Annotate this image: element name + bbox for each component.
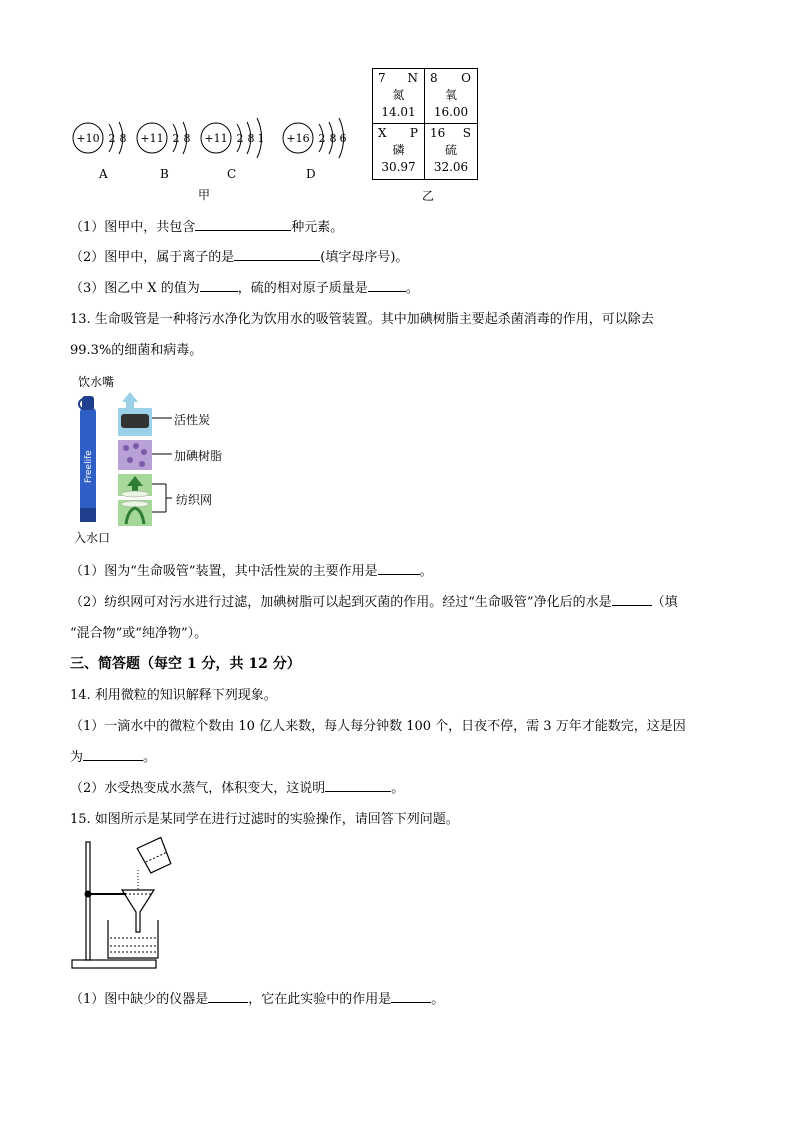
answer-blank[interactable] (200, 277, 238, 292)
q14-part2-tail: 。 (391, 781, 405, 796)
q15-part1-middle: ，它在此实验中的作用是 (248, 992, 392, 1007)
filtration-apparatus (70, 836, 190, 972)
element-cell-p (373, 124, 425, 179)
atom-label-b: B (160, 167, 169, 181)
q13-part1-text: （1）图为“生命吸管”装置，其中活性炭的主要作用是 (70, 564, 378, 579)
element-number: 8 (430, 71, 438, 85)
atom-d-diagram (283, 118, 347, 158)
activated-carbon-layer (121, 414, 149, 428)
q13-part2-text: （2）纺织网可对污水进行过滤，加碘树脂可以起到灭菌的作用。经过“生命吸管”净化后的水是 (70, 595, 612, 610)
answer-blank[interactable] (208, 988, 248, 1003)
q12-part1-text: （1）图甲中，共包含 (70, 220, 196, 235)
atom-a-shell-1: 2 (108, 132, 116, 145)
atom-label-a: A (99, 167, 108, 181)
answer-blank[interactable] (391, 988, 431, 1003)
q13-part1-tail: 。 (419, 564, 433, 579)
q15-part1 (70, 988, 444, 1007)
atom-b-shell-1: 2 (172, 132, 180, 145)
straw-bottom-label: 入水口 (74, 531, 111, 545)
callout-textile-mesh: 纺织网 (176, 493, 213, 507)
atom-d-shell-3: 6 (339, 132, 347, 145)
element-name: 磷 (392, 143, 405, 157)
atom-label-d: D (306, 167, 316, 181)
up-arrow-icon (122, 392, 138, 402)
stand-rod (86, 842, 90, 960)
element-mass: 14.01 (381, 105, 416, 119)
periodic-table (372, 68, 478, 180)
q12-part3-middle: ，硫的相对原子质量是 (237, 281, 368, 296)
element-mass: 32.06 (433, 160, 469, 174)
answer-blank[interactable] (83, 746, 143, 761)
answer-blank[interactable] (368, 277, 406, 292)
element-mass: 30.97 (381, 160, 416, 174)
q12-part3-tail: 。 (405, 281, 419, 296)
element-cell-o (425, 69, 477, 124)
element-symbol: N (407, 71, 418, 85)
q12-part2-text: （2）图甲中，属于离子的是 (70, 250, 235, 265)
q12-part2-tail: (填字母序号)。 (320, 250, 409, 265)
atom-diagrams (66, 96, 356, 166)
atom-b-nucleus: +11 (140, 132, 164, 145)
q14-part2-text: （2）水受热变成水蒸气，体积变大，这说明 (70, 781, 326, 796)
q13-stem-line1: 13. 生命吸管是一种将污水净化为饮用水的吸管装置。其中加碘树脂主要起杀菌消毒的作用，可以除去 (70, 312, 654, 327)
q15-part1-text: （1）图中缺少的仪器是 (70, 992, 209, 1007)
figure-jia-caption: 甲 (198, 188, 211, 202)
q14-stem: 14. 利用微粒的知识解释下列现象。 (70, 688, 277, 703)
atom-c-diagram (201, 118, 265, 158)
answer-blank[interactable] (378, 560, 420, 575)
q12-part1-tail: 种元素。 (291, 220, 344, 235)
element-name: 氮 (392, 88, 405, 102)
element-symbol: O (461, 71, 471, 85)
element-name: 氧 (444, 88, 457, 102)
q13-part2-line2: “混合物”或“纯净物”）。 (70, 626, 208, 641)
atom-a-diagram (73, 122, 127, 154)
figure-yi-caption: 乙 (422, 189, 435, 203)
q14-part2 (70, 777, 404, 796)
atom-d-shell-2: 8 (329, 132, 337, 145)
q14-part1-tail: 。 (143, 750, 157, 765)
answer-blank[interactable] (195, 216, 291, 231)
q14-part1-line1: （1）一滴水中的微粒个数由 10 亿人来数，每人每分钟数 100 个，日夜不停，需 3 万年才能数完，这是因 (70, 719, 686, 734)
q12-part2 (70, 246, 408, 265)
element-number: 7 (378, 71, 386, 85)
answer-blank[interactable] (234, 246, 320, 261)
atom-c-shell-3: 1 (257, 132, 265, 145)
element-symbol: S (462, 126, 471, 140)
q14-part1-line2 (70, 746, 156, 765)
atom-b-shell-2: 8 (183, 132, 191, 145)
section-heading: 三、简答题（每空 1 分，共 12 分） (70, 656, 301, 672)
element-cell-s (425, 124, 477, 179)
straw-brand: Freelife (84, 450, 94, 483)
atom-c-nucleus: +11 (204, 132, 228, 145)
pouring-beaker (137, 837, 172, 873)
q12-part1 (70, 216, 343, 235)
element-number: 16 (430, 126, 446, 140)
atom-a-nucleus: +10 (76, 132, 100, 145)
element-symbol: P (409, 126, 418, 140)
stand-base (72, 960, 156, 968)
callout-iodine-resin: 加碘树脂 (174, 449, 223, 463)
callout-activated-carbon: 活性炭 (174, 413, 211, 427)
q14-part1-text: 为 (70, 750, 84, 765)
answer-blank[interactable] (325, 777, 391, 792)
atom-b-diagram (137, 122, 191, 154)
atom-a-shell-2: 8 (119, 132, 127, 145)
q13-part2-line1 (70, 591, 678, 610)
q15-part1-tail: 。 (431, 992, 445, 1007)
element-mass: 16.00 (433, 105, 469, 119)
q13-part2-tail: （填 (651, 595, 678, 610)
q12-part3 (70, 277, 419, 296)
atom-d-shell-1: 2 (318, 132, 326, 145)
atom-label-c: C (227, 167, 237, 181)
atom-d-nucleus: +16 (286, 132, 310, 145)
atom-c-shell-1: 2 (236, 132, 244, 145)
straw-top-label: 饮水嘴 (78, 375, 115, 389)
element-name: 硫 (444, 143, 457, 157)
q13-part1 (70, 560, 433, 579)
q12-part3-text: （3）图乙中 X 的值为 (70, 281, 200, 296)
q13-stem-line2: 99.3%的细菌和病毒。 (70, 343, 203, 358)
q15-stem: 15. 如图所示是某同学在进行过滤时的实验操作，请回答下列问题。 (70, 812, 459, 827)
atom-c-shell-2: 8 (247, 132, 255, 145)
funnel (122, 890, 154, 932)
straw-inlet (80, 508, 96, 522)
element-cell-n (373, 69, 425, 124)
answer-blank[interactable] (612, 591, 652, 606)
element-number: X (378, 126, 387, 140)
